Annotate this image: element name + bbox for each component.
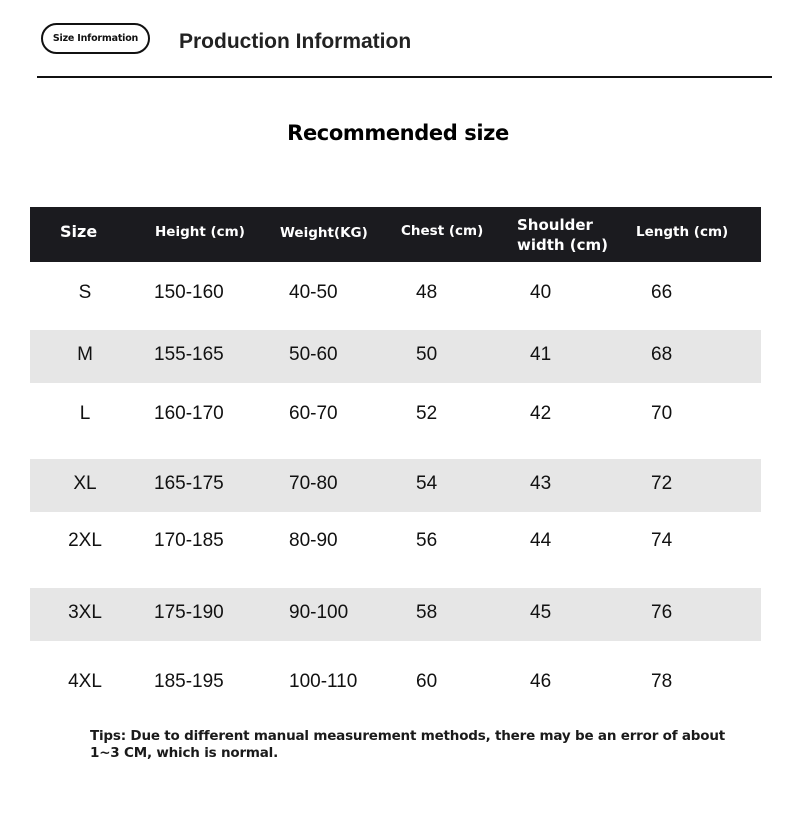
cell-size: 4XL xyxy=(68,671,102,692)
page-header-title: Production Information xyxy=(179,30,412,53)
cell-chest: 56 xyxy=(416,530,438,551)
cell-size: 3XL xyxy=(68,602,102,623)
table-body xyxy=(30,262,761,731)
cell-height: 150-160 xyxy=(154,282,224,303)
cell-shoulder: 44 xyxy=(530,530,552,551)
cell-weight: 40-50 xyxy=(289,282,338,303)
cell-shoulder: 42 xyxy=(530,403,552,424)
cell-height: 185-195 xyxy=(154,671,224,692)
size-table xyxy=(30,207,761,731)
table-row xyxy=(30,459,761,512)
cell-weight: 100-110 xyxy=(289,671,358,692)
tips-note: Tips: Due to different manual measurement methods, there may be an error of about 1~3 CM, which is normal. xyxy=(90,728,726,761)
column-header-weight: Weight(KG) xyxy=(280,225,368,241)
cell-size: XL xyxy=(73,473,97,494)
table-row xyxy=(30,383,761,459)
table-row xyxy=(30,262,761,330)
cell-size: 2XL xyxy=(68,530,102,551)
cell-length: 68 xyxy=(651,344,673,365)
cell-size: L xyxy=(79,403,91,424)
cell-shoulder: 41 xyxy=(530,344,552,365)
cell-shoulder: 43 xyxy=(530,473,552,494)
cell-height: 165-175 xyxy=(154,473,224,494)
cell-height: 175-190 xyxy=(154,602,224,623)
cell-size: M xyxy=(77,344,93,365)
cell-chest: 50 xyxy=(416,344,438,365)
column-header-chest: Chest (cm) xyxy=(401,223,484,239)
cell-weight: 60-70 xyxy=(289,403,338,424)
cell-height: 170-185 xyxy=(154,530,224,551)
table-row xyxy=(30,641,761,731)
cell-shoulder: 40 xyxy=(530,282,552,303)
cell-length: 70 xyxy=(651,403,673,424)
cell-weight: 90-100 xyxy=(289,602,349,623)
cell-length: 76 xyxy=(651,602,673,623)
column-header-length: Length (cm) xyxy=(636,224,729,240)
cell-shoulder: 46 xyxy=(530,671,552,692)
header-divider xyxy=(37,76,772,78)
cell-length: 78 xyxy=(651,671,673,692)
cell-size: S xyxy=(78,282,92,303)
column-header-height: Height (cm) xyxy=(155,224,245,240)
cell-length: 72 xyxy=(651,473,673,494)
cell-shoulder: 45 xyxy=(530,602,552,623)
cell-weight: 70-80 xyxy=(289,473,338,494)
cell-chest: 54 xyxy=(416,473,438,494)
column-header-shoulder-width: Shoulder width (cm) xyxy=(517,216,609,254)
cell-weight: 50-60 xyxy=(289,344,338,365)
cell-chest: 48 xyxy=(416,282,438,303)
cell-chest: 52 xyxy=(416,403,438,424)
table-header xyxy=(30,207,761,262)
size-information-pill: Size Information xyxy=(41,23,150,54)
recommended-size-title: Recommended size xyxy=(287,121,509,145)
cell-weight: 80-90 xyxy=(289,530,338,551)
table-row xyxy=(30,330,761,383)
cell-height: 155-165 xyxy=(154,344,224,365)
table-row xyxy=(30,512,761,588)
cell-chest: 58 xyxy=(416,602,438,623)
cell-chest: 60 xyxy=(416,671,438,692)
column-header-size: Size xyxy=(60,222,98,241)
cell-length: 74 xyxy=(651,530,673,551)
table-row xyxy=(30,588,761,641)
cell-height: 160-170 xyxy=(154,403,224,424)
cell-length: 66 xyxy=(651,282,673,303)
